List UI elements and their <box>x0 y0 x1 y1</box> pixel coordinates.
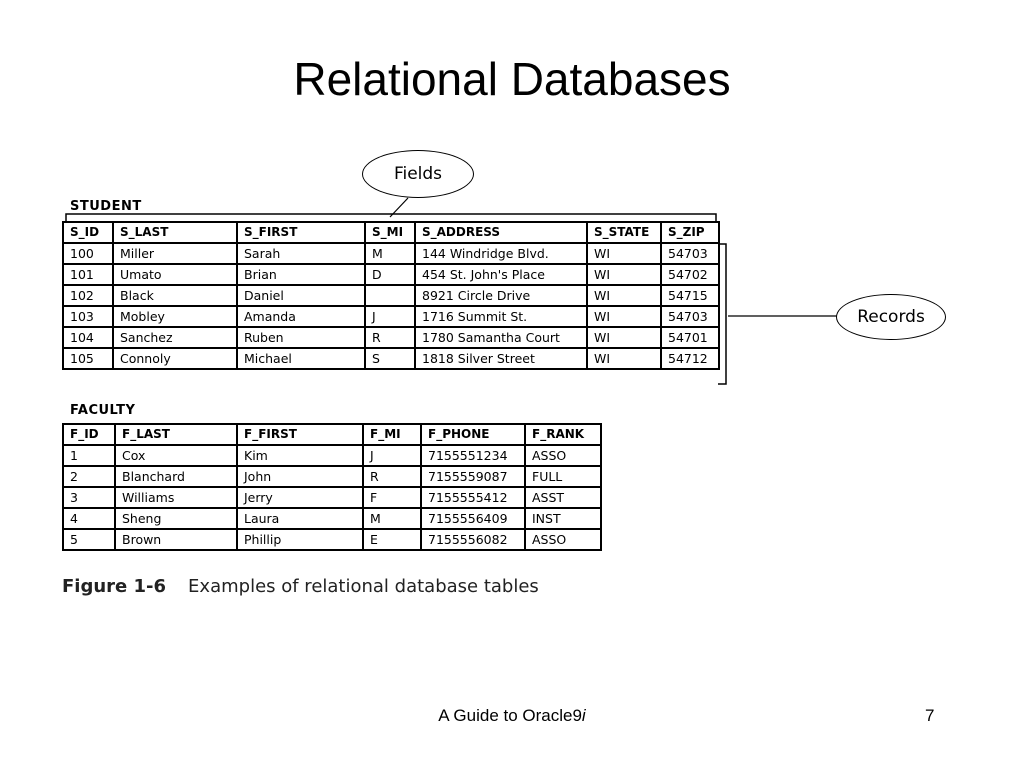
table-cell: 2 <box>63 466 115 487</box>
table-cell: Michael <box>237 348 365 369</box>
table-cell: WI <box>587 264 661 285</box>
footer-italic-suffix: i <box>581 706 586 725</box>
fields-callout <box>362 150 474 198</box>
table-row <box>63 529 601 550</box>
student-table-label: STUDENT <box>70 199 142 214</box>
table-cell: Laura <box>237 508 363 529</box>
table-cell: 1716 Summit St. <box>415 306 587 327</box>
table-cell: M <box>363 508 421 529</box>
table-cell: Sarah <box>237 243 365 264</box>
faculty-header-row <box>63 424 601 445</box>
table-row <box>63 466 601 487</box>
table-row <box>63 243 719 264</box>
table-row <box>63 487 601 508</box>
table-cell: 54715 <box>661 285 719 306</box>
table-cell: 7155559087 <box>421 466 525 487</box>
table-cell: Jerry <box>237 487 363 508</box>
page-number: 7 <box>925 706 935 725</box>
column-header: F_MI <box>363 424 421 445</box>
faculty-table <box>62 423 602 551</box>
slide-title: Relational Databases <box>293 53 731 105</box>
table-cell: Kim <box>237 445 363 466</box>
fields-callout-label: Fields <box>393 164 443 184</box>
table-cell: Mobley <box>113 306 237 327</box>
table-cell: 100 <box>63 243 113 264</box>
table-cell: John <box>237 466 363 487</box>
student-header-row <box>63 222 719 243</box>
table-cell: 1818 Silver Street <box>415 348 587 369</box>
column-header: F_PHONE <box>421 424 525 445</box>
table-cell: Brian <box>237 264 365 285</box>
table-cell: Phillip <box>237 529 363 550</box>
table-cell: Daniel <box>237 285 365 306</box>
table-cell: WI <box>587 285 661 306</box>
table-cell: WI <box>587 327 661 348</box>
table-row <box>63 285 719 306</box>
column-header: S_LAST <box>113 222 237 243</box>
table-cell: WI <box>587 348 661 369</box>
table-cell: 7155556409 <box>421 508 525 529</box>
table-cell: INST <box>525 508 601 529</box>
table-row <box>63 445 601 466</box>
figure-caption-text: Examples of relational database tables <box>188 576 539 597</box>
table-cell: Williams <box>115 487 237 508</box>
table-cell: WI <box>587 306 661 327</box>
figure-caption <box>62 576 539 597</box>
table-cell: Sanchez <box>113 327 237 348</box>
table-cell: ASST <box>525 487 601 508</box>
column-header: S_ZIP <box>661 222 719 243</box>
column-header: S_STATE <box>587 222 661 243</box>
table-cell: Brown <box>115 529 237 550</box>
table-cell: 54701 <box>661 327 719 348</box>
table-cell: Umato <box>113 264 237 285</box>
column-header: F_FIRST <box>237 424 363 445</box>
table-cell: Blanchard <box>115 466 237 487</box>
table-cell: 54712 <box>661 348 719 369</box>
table-cell: Ruben <box>237 327 365 348</box>
column-header: F_ID <box>63 424 115 445</box>
table-cell: 101 <box>63 264 113 285</box>
table-cell: 54703 <box>661 243 719 264</box>
table-cell: J <box>363 445 421 466</box>
table-row <box>63 327 719 348</box>
table-cell: Sheng <box>115 508 237 529</box>
footer-text: A Guide to Oracle9 <box>438 706 582 725</box>
records-callout <box>836 294 946 340</box>
table-cell: 103 <box>63 306 113 327</box>
slide-footer <box>0 706 1024 726</box>
table-cell: 5 <box>63 529 115 550</box>
student-table <box>62 221 720 370</box>
table-row <box>63 348 719 369</box>
table-cell: ASSO <box>525 529 601 550</box>
table-cell: 7155556082 <box>421 529 525 550</box>
table-cell: Cox <box>115 445 237 466</box>
table-cell: Amanda <box>237 306 365 327</box>
column-header: S_ID <box>63 222 113 243</box>
table-cell: 54703 <box>661 306 719 327</box>
table-cell: 1 <box>63 445 115 466</box>
table-cell: E <box>363 529 421 550</box>
table-cell: WI <box>587 243 661 264</box>
column-header: F_RANK <box>525 424 601 445</box>
records-callout-label: Records <box>857 307 925 327</box>
table-cell: Black <box>113 285 237 306</box>
table-cell: 4 <box>63 508 115 529</box>
faculty-table-label: FACULTY <box>70 403 136 418</box>
table-cell: 8921 Circle Drive <box>415 285 587 306</box>
column-header: S_FIRST <box>237 222 365 243</box>
table-cell: R <box>365 327 415 348</box>
table-cell: 7155551234 <box>421 445 525 466</box>
table-cell: 102 <box>63 285 113 306</box>
table-cell: 144 Windridge Blvd. <box>415 243 587 264</box>
column-header: F_LAST <box>115 424 237 445</box>
table-cell: FULL <box>525 466 601 487</box>
table-cell <box>365 285 415 306</box>
column-header: S_MI <box>365 222 415 243</box>
table-cell: S <box>365 348 415 369</box>
table-cell: R <box>363 466 421 487</box>
table-row <box>63 508 601 529</box>
table-cell: 105 <box>63 348 113 369</box>
column-header: S_ADDRESS <box>415 222 587 243</box>
table-cell: D <box>365 264 415 285</box>
table-cell: 454 St. John's Place <box>415 264 587 285</box>
table-cell: 104 <box>63 327 113 348</box>
table-cell: Connoly <box>113 348 237 369</box>
table-cell: ASSO <box>525 445 601 466</box>
table-row <box>63 306 719 327</box>
table-cell: M <box>365 243 415 264</box>
table-cell: J <box>365 306 415 327</box>
table-cell: 7155555412 <box>421 487 525 508</box>
table-cell: F <box>363 487 421 508</box>
figure-number: Figure 1-6 <box>62 576 167 597</box>
table-cell: 1780 Samantha Court <box>415 327 587 348</box>
table-cell: 3 <box>63 487 115 508</box>
table-cell: Miller <box>113 243 237 264</box>
table-cell: 54702 <box>661 264 719 285</box>
table-row <box>63 264 719 285</box>
